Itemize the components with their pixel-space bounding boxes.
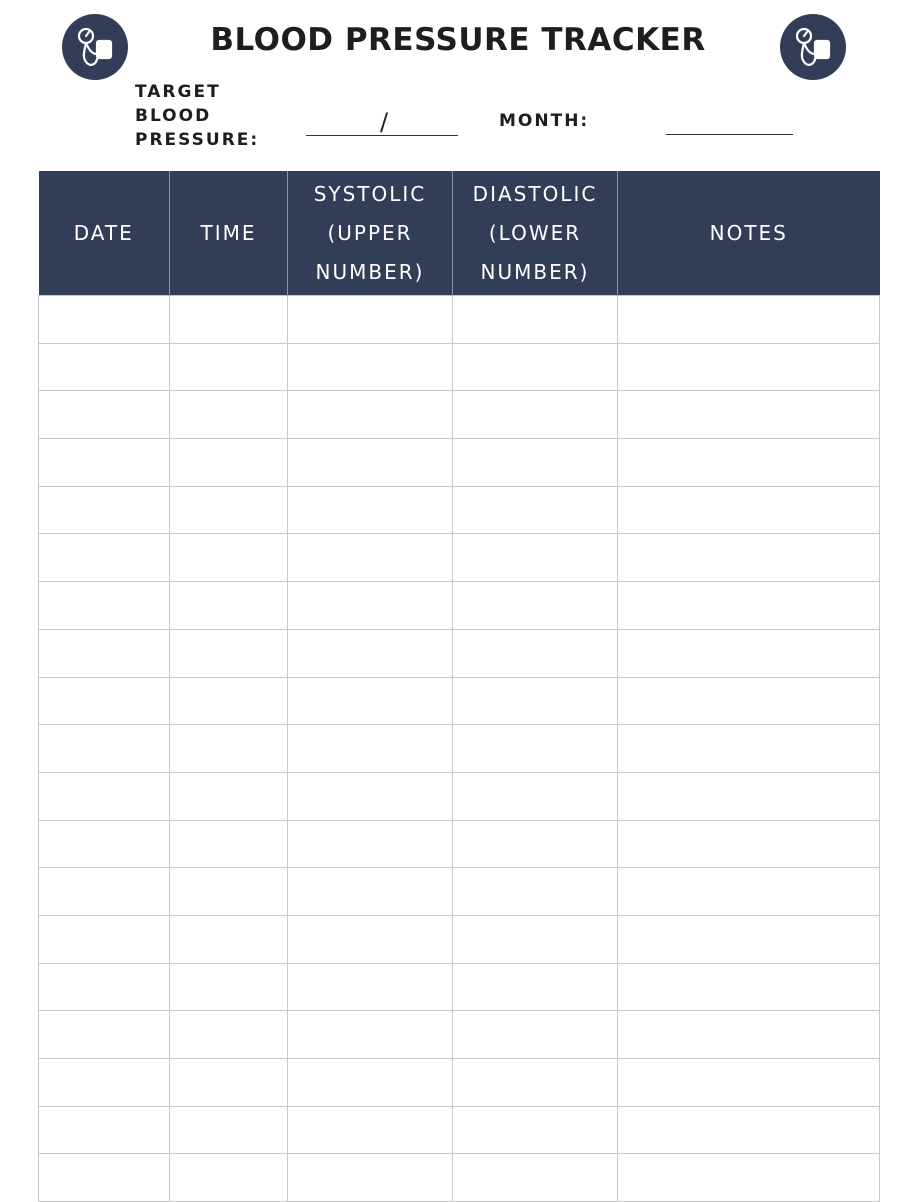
date-cell[interactable] [39,868,170,916]
date-cell[interactable] [39,915,170,963]
diastolic-cell[interactable] [453,534,618,582]
diastolic-cell[interactable] [453,1011,618,1059]
systolic-cell[interactable] [288,534,453,582]
diastolic-cell[interactable] [453,820,618,868]
month-field[interactable] [666,134,793,135]
systolic-cell[interactable] [288,343,453,391]
diastolic-cell[interactable] [453,772,618,820]
tracker-table [38,171,880,1202]
diastolic-cell[interactable] [453,1154,618,1202]
table-row [39,868,880,916]
diastolic-cell[interactable] [453,963,618,1011]
target-separator: / [380,108,389,136]
diastolic-cell[interactable] [453,725,618,773]
systolic-cell[interactable] [288,963,453,1011]
notes-cell[interactable] [618,582,880,630]
table-row [39,1154,880,1202]
time-cell[interactable] [170,391,288,439]
date-cell[interactable] [39,296,170,344]
column-header-time: TIME [170,171,288,296]
notes-cell[interactable] [618,343,880,391]
systolic-cell[interactable] [288,677,453,725]
column-header-systolic: SYSTOLIC (UPPER NUMBER) [288,171,453,296]
diastolic-cell[interactable] [453,439,618,487]
systolic-cell[interactable] [288,915,453,963]
notes-cell[interactable] [618,296,880,344]
notes-cell[interactable] [618,868,880,916]
notes-cell[interactable] [618,677,880,725]
time-cell[interactable] [170,725,288,773]
systolic-cell[interactable] [288,772,453,820]
time-cell[interactable] [170,963,288,1011]
notes-cell[interactable] [618,725,880,773]
notes-cell[interactable] [618,391,880,439]
blood-pressure-monitor-icon [780,14,846,80]
date-cell[interactable] [39,1011,170,1059]
table-row [39,296,880,344]
time-cell[interactable] [170,439,288,487]
date-cell[interactable] [39,391,170,439]
date-cell[interactable] [39,1106,170,1154]
date-cell[interactable] [39,725,170,773]
notes-cell[interactable] [618,820,880,868]
time-cell[interactable] [170,677,288,725]
time-cell[interactable] [170,915,288,963]
table-row [39,820,880,868]
systolic-cell[interactable] [288,629,453,677]
diastolic-cell[interactable] [453,486,618,534]
table-row [39,725,880,773]
month-label: MONTH: [499,111,590,131]
diastolic-cell[interactable] [453,915,618,963]
table-row [39,582,880,630]
notes-cell[interactable] [618,772,880,820]
diastolic-cell[interactable] [453,868,618,916]
diastolic-cell[interactable] [453,582,618,630]
notes-cell[interactable] [618,963,880,1011]
systolic-cell[interactable] [288,1106,453,1154]
date-cell[interactable] [39,534,170,582]
date-cell[interactable] [39,677,170,725]
time-cell[interactable] [170,1059,288,1107]
time-cell[interactable] [170,582,288,630]
date-cell[interactable] [39,629,170,677]
diastolic-cell[interactable] [453,343,618,391]
time-cell[interactable] [170,343,288,391]
notes-cell[interactable] [618,534,880,582]
notes-cell[interactable] [618,1059,880,1107]
time-cell[interactable] [170,820,288,868]
table-row [39,534,880,582]
table-row [39,1106,880,1154]
notes-cell[interactable] [618,1154,880,1202]
table-header-row [39,171,880,296]
diastolic-cell[interactable] [453,677,618,725]
diastolic-cell[interactable] [453,391,618,439]
target-label-line: BLOOD [135,106,212,126]
diastolic-cell[interactable] [453,296,618,344]
date-cell[interactable] [39,820,170,868]
page-title: BLOOD PRESSURE TRACKER [210,22,706,58]
time-cell[interactable] [170,296,288,344]
column-header-notes: NOTES [618,171,880,296]
time-cell[interactable] [170,868,288,916]
systolic-cell[interactable] [288,486,453,534]
systolic-cell[interactable] [288,725,453,773]
date-cell[interactable] [39,582,170,630]
date-cell[interactable] [39,963,170,1011]
table-row [39,772,880,820]
table-row [39,915,880,963]
notes-cell[interactable] [618,486,880,534]
table-row [39,1059,880,1107]
notes-cell[interactable] [618,1011,880,1059]
target-label-line: PRESSURE: [135,130,260,150]
table-row [39,963,880,1011]
diastolic-cell[interactable] [453,1059,618,1107]
time-cell[interactable] [170,629,288,677]
target-label-line: TARGET [135,82,221,102]
time-cell[interactable] [170,1106,288,1154]
table-row [39,439,880,487]
systolic-cell[interactable] [288,868,453,916]
systolic-cell[interactable] [288,582,453,630]
notes-cell[interactable] [618,915,880,963]
time-cell[interactable] [170,772,288,820]
systolic-cell[interactable] [288,820,453,868]
notes-cell[interactable] [618,629,880,677]
table-row [39,391,880,439]
systolic-cell[interactable] [288,1154,453,1202]
table-row [39,486,880,534]
notes-cell[interactable] [618,1106,880,1154]
table-row [39,1011,880,1059]
time-cell[interactable] [170,1154,288,1202]
diastolic-cell[interactable] [453,629,618,677]
table-row [39,677,880,725]
systolic-cell[interactable] [288,391,453,439]
systolic-cell[interactable] [288,1011,453,1059]
systolic-cell[interactable] [288,439,453,487]
date-cell[interactable] [39,1154,170,1202]
date-cell[interactable] [39,343,170,391]
date-cell[interactable] [39,772,170,820]
column-header-diastolic: DIASTOLIC (LOWER NUMBER) [453,171,618,296]
diastolic-cell[interactable] [453,1106,618,1154]
time-cell[interactable] [170,486,288,534]
systolic-cell[interactable] [288,1059,453,1107]
time-cell[interactable] [170,534,288,582]
table-row [39,343,880,391]
target-blood-pressure-label [135,80,259,152]
column-header-date: DATE [39,171,170,296]
time-cell[interactable] [170,1011,288,1059]
date-cell[interactable] [39,1059,170,1107]
table-row [39,629,880,677]
date-cell[interactable] [39,486,170,534]
systolic-cell[interactable] [288,296,453,344]
date-cell[interactable] [39,439,170,487]
notes-cell[interactable] [618,439,880,487]
